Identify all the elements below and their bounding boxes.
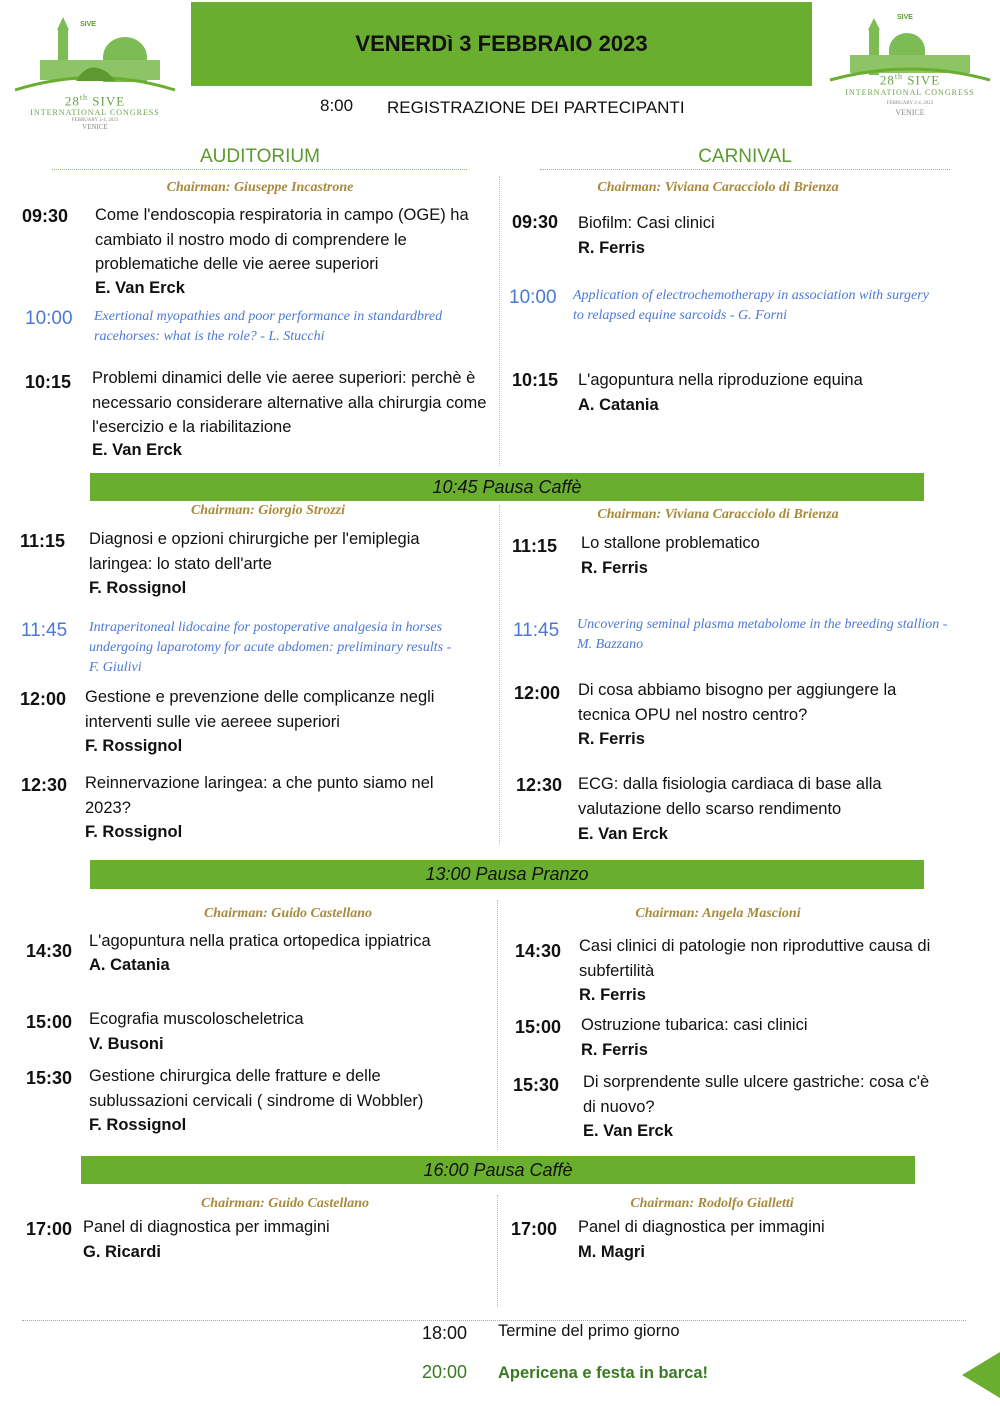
talk-speaker: R. Ferris bbox=[581, 559, 648, 577]
talk-speaker: F. Rossignol bbox=[89, 579, 187, 597]
talk-time: 11:15 bbox=[512, 536, 558, 556]
talk-time: 15:30 bbox=[513, 1075, 560, 1095]
registration-label: REGISTRAZIONE DEI PARTECIPANTI bbox=[387, 98, 685, 117]
back-arrow-icon[interactable] bbox=[962, 1352, 1000, 1398]
room-auditorium: AUDITORIUM bbox=[200, 146, 320, 167]
talk-title: Problemi dinamici delle vie aeree superiori: perchè è necessario considerare alternative alla chirurgia come l'esercizio e la riabilitazione bbox=[92, 369, 487, 436]
talk-time: 15:00 bbox=[515, 1017, 562, 1037]
talk-title: Biofilm: Casi clinici bbox=[578, 214, 715, 232]
break-bar bbox=[90, 473, 924, 501]
talk-speaker: V. Busoni bbox=[89, 1035, 164, 1053]
talk-time: 14:30 bbox=[515, 941, 562, 961]
talk-time: 10:00 bbox=[509, 287, 557, 308]
talk-speaker: A. Catania bbox=[578, 396, 659, 414]
break-bar bbox=[90, 860, 924, 889]
divider bbox=[52, 169, 467, 170]
congress-logo-left: SIVE 28th SIVE INTERNATIONAL CONGRESS FEBRUARY 2-4, 2023 VENICE bbox=[10, 5, 180, 130]
end-label: Termine del primo giorno bbox=[498, 1322, 680, 1340]
chairman-label: Chairman: Viviana Caracciolo di Brienza bbox=[597, 507, 839, 522]
chairman-label: Chairman: Giorgio Strozzi bbox=[190, 503, 346, 518]
talk-title: L'agopuntura nella pratica ortopedica ippiatrica bbox=[89, 932, 431, 950]
talk-speaker: M. Magri bbox=[578, 1243, 645, 1261]
talk-title: Di cosa abbiamo bisogno per aggiungere la tecnica OPU nel nostro centro? bbox=[578, 681, 897, 724]
talk-title: Panel di diagnostica per immagini bbox=[578, 1218, 825, 1236]
column-divider bbox=[499, 176, 500, 466]
talk-time: 17:00 bbox=[26, 1219, 73, 1239]
talk-speaker: R. Ferris bbox=[581, 1041, 648, 1059]
talk-title: Intraperitoneal lidocaine for postoperative analgesia in horses undergoing laparotomy for acute abdomen: preliminary results - F. Giulivi bbox=[89, 620, 452, 675]
logo-city: VENICE bbox=[895, 108, 925, 117]
logo-dates: FEBRUARY 2-4, 2023 bbox=[71, 118, 119, 123]
chairman-label: Chairman: Guido Castellano bbox=[203, 906, 373, 921]
chairman-label: Chairman: Rodolfo Gialletti bbox=[630, 1196, 794, 1211]
talk-title: Gestione chirurgica delle fratture e delle sublussazioni cervicali ( sindrome di Wobbler) bbox=[89, 1067, 424, 1110]
talk-time: 11:45 bbox=[21, 620, 68, 641]
talk-speaker: E. Van Erck bbox=[578, 825, 668, 843]
column-divider bbox=[497, 900, 498, 1150]
sive-mark: SIVE bbox=[80, 21, 96, 28]
talk-time: 10:00 bbox=[25, 308, 73, 329]
talk-time: 15:00 bbox=[26, 1012, 73, 1032]
talk-title: Lo stallone problematico bbox=[581, 534, 760, 552]
congress-logo-right: SIVE 28th SIVE INTERNATIONAL CONGRESS FEBRUARY 2-4, 2023 VENICE bbox=[825, 0, 995, 125]
talk-title: Diagnosi e opzioni chirurgiche per l'emiplegia laringea: lo stato dell'arte bbox=[89, 530, 420, 573]
chairman-label: Chairman: Viviana Caracciolo di Brienza bbox=[597, 180, 839, 195]
chairman-label: Chairman: Giuseppe Incastrone bbox=[166, 180, 354, 195]
talk-time: 11:45 bbox=[513, 620, 560, 641]
talk-time: 17:00 bbox=[511, 1219, 558, 1239]
logo-city: VENICE bbox=[82, 123, 108, 131]
talk-speaker: R. Ferris bbox=[579, 986, 646, 1004]
talk-time: 12:00 bbox=[514, 683, 561, 703]
talk-time: 10:15 bbox=[512, 370, 559, 390]
talk-title: Panel di diagnostica per immagini bbox=[83, 1218, 330, 1236]
evening-time: 20:00 bbox=[422, 1362, 468, 1382]
break-label: 13:00 Pausa Pranzo bbox=[425, 864, 589, 884]
column-divider bbox=[499, 505, 500, 845]
talk-time: 10:15 bbox=[25, 372, 72, 392]
day-header bbox=[191, 2, 812, 86]
break-bar bbox=[81, 1156, 915, 1184]
evening-label: Apericena e festa in barca! bbox=[498, 1364, 709, 1382]
talk-title: Come l'endoscopia respiratoria in campo (OGE) ha cambiato il nostro modo di comprendere le problematiche delle vie aeree superiori bbox=[95, 206, 469, 273]
talk-title: Gestione e prevenzione delle complicanze negli interventi sulle vie aereee superiori bbox=[85, 688, 435, 731]
logo-edition: 28 bbox=[64, 93, 80, 109]
logo-dates: FEBRUARY 2-4, 2023 bbox=[886, 101, 934, 106]
talk-title: Uncovering seminal plasma metabolome in the breeding stallion - M. Bazzano bbox=[577, 617, 948, 652]
talk-speaker: F. Rossignol bbox=[85, 737, 183, 755]
talk-time: 12:30 bbox=[516, 775, 563, 795]
talk-speaker: A. Catania bbox=[89, 956, 170, 974]
talk-title: Ecografia muscoloscheletrica bbox=[89, 1010, 304, 1028]
talk-speaker: E. Van Erck bbox=[583, 1122, 673, 1140]
chairman-label: Chairman: Angela Mascioni bbox=[635, 906, 801, 921]
talk-title: ECG: dalla fisiologia cardiaca di base alla valutazione dello scarso rendimento bbox=[578, 775, 882, 818]
talk-speaker: F. Rossignol bbox=[89, 1116, 187, 1134]
logo-edition: 28 bbox=[879, 72, 895, 88]
talk-speaker: E. Van Erck bbox=[95, 279, 185, 297]
talk-speaker: R. Ferris bbox=[578, 239, 645, 257]
talk-speaker: G. Ricardi bbox=[83, 1243, 161, 1261]
talk-title: Di sorprendente sulle ulcere gastriche: cosa c'è di nuovo? bbox=[583, 1073, 930, 1116]
talk-time: 12:00 bbox=[20, 689, 67, 709]
break-label: 10:45 Pausa Caffè bbox=[432, 476, 582, 497]
divider bbox=[540, 169, 950, 170]
sive-mark: SIVE bbox=[897, 14, 913, 21]
talk-speaker: F. Rossignol bbox=[85, 823, 183, 841]
talk-title: Ostruzione tubarica: casi clinici bbox=[581, 1016, 808, 1034]
talk-speaker: R. Ferris bbox=[578, 730, 645, 748]
talk-title: Application of electrochemotherapy in association with surgery to relapsed equine sarcoids - G. Forni bbox=[573, 288, 929, 323]
divider bbox=[22, 1320, 966, 1321]
logo-name: SIVE bbox=[907, 72, 941, 88]
logo-subtitle: INTERNATIONAL CONGRESS bbox=[30, 108, 160, 117]
talk-time: 15:30 bbox=[26, 1068, 73, 1088]
talk-time: 12:30 bbox=[21, 775, 68, 795]
talk-time: 11:15 bbox=[20, 531, 66, 551]
day-title: VENERDì 3 FEBBRAIO 2023 bbox=[355, 31, 648, 56]
talk-time: 09:30 bbox=[22, 206, 69, 226]
logo-subtitle: INTERNATIONAL CONGRESS bbox=[845, 88, 975, 97]
end-time: 18:00 bbox=[422, 1323, 468, 1343]
talk-title: Exertional myopathies and poor performance in standardbred racehorses: what is the role? - L. Stucchi bbox=[94, 309, 443, 344]
break-label: 16:00 Pausa Caffè bbox=[423, 1159, 573, 1180]
column-divider bbox=[497, 1195, 498, 1307]
room-carnival: CARNIVAL bbox=[698, 146, 792, 167]
registration-time: 8:00 bbox=[320, 96, 354, 115]
talk-time: 09:30 bbox=[512, 212, 559, 232]
talk-title: Casi clinici di patologie non riproduttive causa di subfertilità bbox=[579, 937, 931, 980]
talk-title: L'agopuntura nella riproduzione equina bbox=[578, 371, 863, 389]
chairman-label: Chairman: Guido Castellano bbox=[200, 1196, 370, 1211]
logo-name: SIVE bbox=[92, 93, 126, 109]
talk-speaker: E. Van Erck bbox=[92, 441, 182, 459]
talk-time: 14:30 bbox=[26, 941, 73, 961]
talk-title: Reinnervazione laringea: a che punto siamo nel 2023? bbox=[85, 774, 434, 817]
